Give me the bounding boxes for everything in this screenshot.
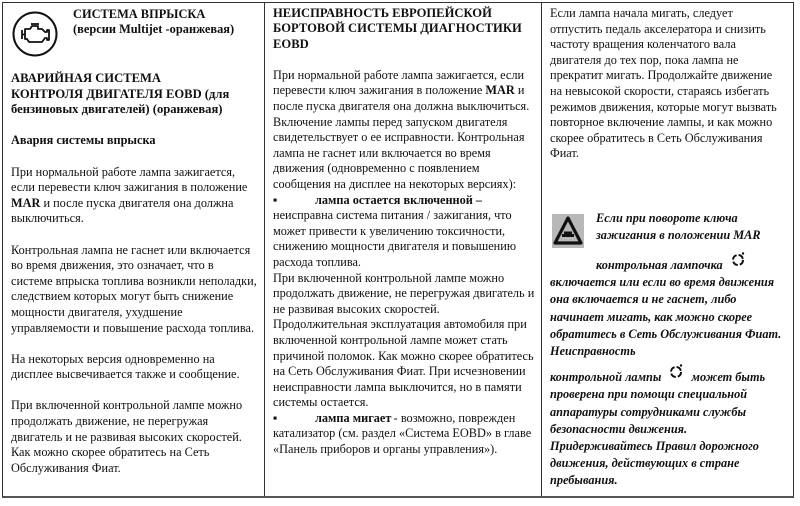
bullet-icon: ▪ — [273, 410, 278, 425]
manual-table — [2, 2, 794, 498]
column-blinking-lamp — [542, 3, 793, 496]
eobd-title — [11, 71, 258, 118]
check-engine-icon — [668, 363, 684, 379]
warning-text: включается или если во время движения она включается и не гаснет, либо начинает мигать, как можно скорее обратитесь в Сеть Обслуживания Фиат. Неисправность — [550, 275, 782, 358]
subheading: Авария системы впрыска — [11, 133, 156, 148]
eobd-title-line: АВАРИЙНАЯ СИСТЕМА — [11, 71, 161, 85]
check-engine-icon — [730, 251, 746, 267]
paragraph: На некоторых версия одновременно на дисплее высвечивается также и сообщение. — [11, 351, 240, 382]
warning-line — [550, 363, 787, 438]
bullet-label: лампа мигает — [315, 410, 392, 425]
warning-block — [550, 210, 787, 248]
check-engine-icon — [11, 10, 59, 58]
column-header — [11, 6, 258, 58]
paragraph: Контрольная лампа не гаснет или включается во время движения, это означает, что в системе впрыска топлива возникли неполадки, следствием которых могут быть снижение мощности двигателя, ухудшение управляемости и повышение расхода топлива. — [11, 242, 257, 335]
paragraph: неисправна система питания / зажигания, что может привести к увеличению токсичности, снижению мощности двигателя и повышению расхода топлива. — [273, 208, 517, 269]
paragraph: При включенной контрольной лампе можно продолжать движение, не перегружая двигатель и не развивая высоких скоростей. Как можно скорее обратитесь на Сеть Обслуживания Фиат. — [11, 398, 243, 475]
text: контрольной лампы — [550, 370, 662, 385]
text: и после пуска двигателя она должна выключиться. Включение лампы перед запуском двигателя свидетельствует о ее исправности. Контрольная лампа не гаснет или включается во время движения (одновременно с появлением сообщения на дисплее на некоторых версиях): — [273, 83, 530, 191]
bullet-icon: ▪ — [273, 192, 278, 207]
warning-text-top: Если при повороте ключа зажигания в положении MAR — [596, 210, 761, 243]
section-title: СИСТЕМА ВПРЫСКА — [73, 7, 206, 21]
paragraph: Если лампа начала мигать, следует отпустить педаль акселератора и снизить частоту вращения коленчатого вала двигателя до тех пор, пока лампа не прекратит мигать. Продолжайте движение на невысокой скорости, стараясь избегать режимов движения, которые могут вызвать повторное включение лампы, и как можно скорее обратитесь в Сеть Обслуживания Фиат. — [550, 6, 777, 161]
road-warning-icon — [552, 214, 584, 248]
text: контрольная лампочка — [596, 257, 723, 272]
column-eobd-fault — [265, 3, 542, 496]
column-injection-system — [3, 3, 265, 496]
eobd-title-line: бензиновых двигателей) (оранжевая) — [11, 102, 223, 117]
paragraph — [11, 165, 258, 227]
paragraph: При включенной контрольной лампе можно продолжать движение, не перегружая двигатель и не развивая высоких скоростей. Продолжительная эксплуатация автомобиля при включенной контрольной лампе может стать причиной поломок. Как можно скорее обратитесь на Сеть Обслуживания Фиат. При исчезновении неисправности лампа выключится, но в памяти системы остается. — [273, 270, 535, 410]
key-position: MAR — [11, 195, 41, 210]
text: - возможно, поврежден катализатор (см. раздел «Система EOBD» в главе «Панель приборов и органы управления»). — [273, 410, 532, 457]
key-position: MAR — [485, 83, 515, 98]
bullet-item — [273, 193, 535, 209]
eobd-title-line: КОНТРОЛЯ ДВИГАТЕЛЯ EOBD (для — [11, 86, 230, 101]
section-subtitle: (версии Multijet -оранжевая) — [73, 22, 235, 36]
section-title: НЕИСПРАВНОСТЬ ЕВРОПЕЙСКОЙ БОРТОВОЙ СИСТЕМЫ ДИАГНОСТИКИ EOBD — [273, 6, 522, 51]
warning-text: Придерживайтесь Правил дорожного движения, действующих в стране пребывания. — [550, 438, 759, 488]
text: При нормальной работе лампа зажигается, если перевести ключ зажигания в положение — [273, 67, 525, 98]
paragraph — [273, 68, 535, 193]
text: может быть проверена при помощи специальной аппаратуры сотрудниками службы безопасности движения. — [550, 370, 766, 436]
warning-line — [550, 251, 787, 274]
text: При нормальной работе лампа зажигается, если перевести ключ зажигания в положение — [11, 164, 248, 195]
bullet-label: лампа остается включенной – — [315, 192, 483, 207]
paragraph — [273, 411, 535, 458]
text: и после пуска двигателя она должна выключиться. — [11, 195, 234, 226]
